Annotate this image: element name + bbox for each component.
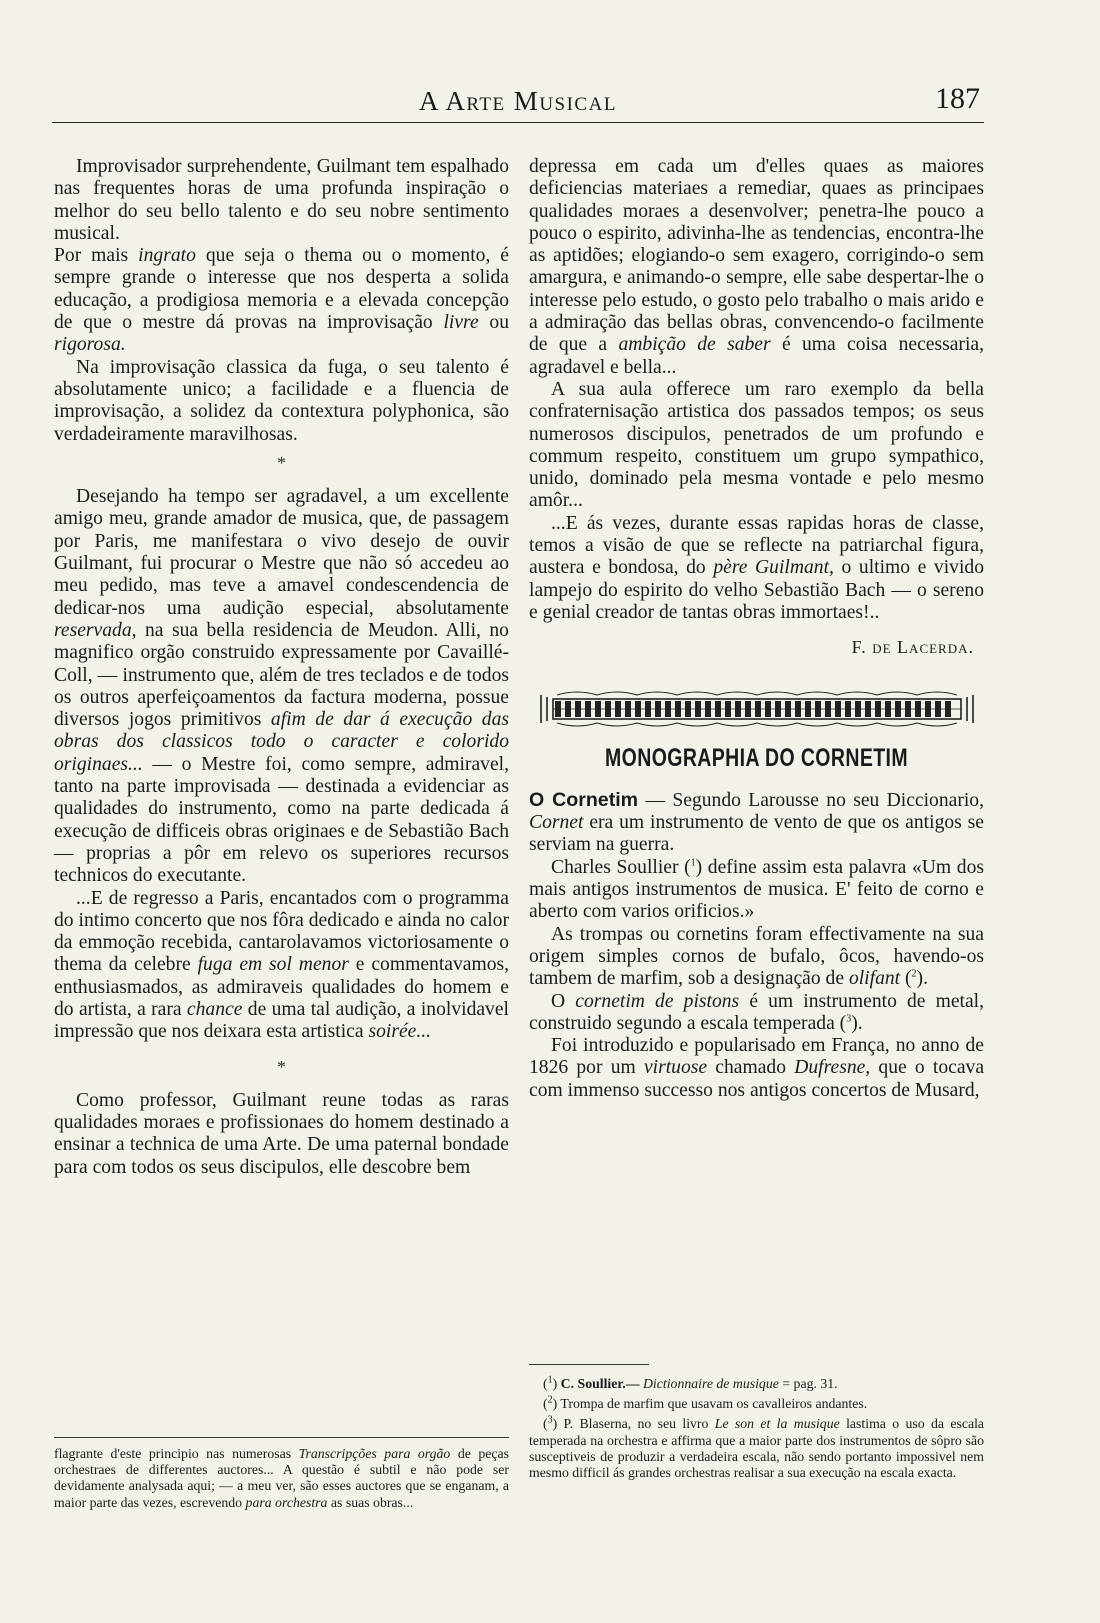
- journal-title: A Arte Musical: [419, 86, 617, 116]
- run-in-heading: O Cornetim: [529, 788, 639, 811]
- paragraph: Desejando ha tempo ser agradavel, a um excellente amigo meu, grande amador de musica, que, de passagem por Paris, me manifestara o vivo desejo de ouvir Guilmant, fui procurar o Mestre que não só accedeu ao meu pedido, mas teve a amavel condescendencia de dedicar-nos uma audição especial, absolutamente reservada, na sua bella residencia de Meudon. Alli, no magnifico orgão construido expressamente por Cavaillé-Coll, — instrumento que, além de tres teclados e de todos os outros aperfeiçoamentos da factura moderna, possue diversos jogos primitivos afim de dar á execução das obras dos classicos todo o caracter e colorido originaes... — o Mestre foi, como sempre, admiravel, tanto na parte improvisada — destinada a evidenciar as qualidades do instrumento, como na parte dedicada á execução de difficeis obras originaes e de Sebastião Bach — proprias a pôr em relevo os superiores recursos technicos do executante.: [54, 486, 509, 887]
- left-column: [54, 156, 509, 1179]
- paragraph: O Cornetim — Segundo Larousse no seu Diccionario, Cornet era um instrumento de vento de que os antigos se serviam na guerra.: [529, 788, 985, 856]
- asterism: *: [277, 1056, 286, 1077]
- paragraph: As trompas ou cornetins foram effectivamente na sua origem simples cornos de bufalo, ôcos, havendo-os tambem de marfim, sob a designação de olifant ($^2$).: [529, 923, 984, 990]
- paragraph: ...E ás vezes, durante essas rapidas horas de classe, temos a visão de que se reflecte na patriarchal figura, austera e bondosa, do père Guilmant, o ultimo e vivido lampejo do espirito do velho Sebastião Bach — o sereno e genial creador de tantas obras immortaes!..: [529, 512, 984, 623]
- paragraph: ...E de regresso a Paris, encantados com o programma do intimo concerto que nos fôra dedicado e ainda no calor da emmoção recebida, cantarolavamos victoriosamente o thema da celebre fuga em sol menor e commentavamos, enthusiasmados, as admiraveis qualidades do homem e do artista, a rara chance de uma tal audição, a inolvidavel impressão que nos deixara esta artistica soirée...: [54, 887, 510, 1043]
- paragraph: Charles Soullier ($^1$) define assim esta palavra «Um dos mais antigos instrumentos de musica. E' feito de corno e aberto com varios orificios.»: [529, 856, 984, 923]
- paragraph: A sua aula offerece um raro exemplo da bella confraternisação artistica dos passados tempos; os seus numerosos discipulos, penetrados de um profundo e commum respeito, constituem um grupo sympathico, unido, dominado pela mesma vontade e pelo mesmo amôr...: [529, 378, 984, 512]
- right-footnotes: [529, 1376, 984, 1485]
- paragraph: O cornetim de pistons é um instrumento de metal, construido segundo a escala temperada ($^3$).: [529, 990, 985, 1034]
- footnote-rule: [54, 1437, 509, 1438]
- running-header: [52, 82, 984, 122]
- section-title: MONOGRAPHIA DO CORNETIM: [605, 743, 908, 772]
- paragraph: Foi introduzido e popularisado em França, no anno de 1826 por um virtuose chamado Dufresne, que o tocava com immenso successo nos antigos concertos de Musard,: [529, 1035, 985, 1101]
- paragraph: Por mais ingrato que seja o thema ou o momento, é sempre grande o interesse que nos desperta a solida educação, a prodigiosa memoria e a elevada concepção de que o mestre dá provas na improvisação livre ou rigorosa.: [54, 245, 510, 356]
- footnote-ref: 2: [911, 968, 917, 980]
- footnote: ($^1$) C. Soullier.— Dictionnaire de musique = pag. 31.: [543, 1374, 838, 1391]
- paragraph: Na improvisação classica da fuga, o seu talento é absolutamente unico; a facilidade e a fluencia de improvisação, a solidez da contextura polyphonica, são verdadeiramente maravilhosas.: [54, 356, 509, 445]
- paragraph: depressa em cada um d'elles quaes as maiores deficiencias materiaes a remediar, quaes as principaes qualidades moraes a desenvolver; penetra-lhe pouco a pouco o espirito, adivinha-lhe as tendencias, encontra-lhe as aptidões; elogiando-o sem exagero, corrigindo-o sem amargura, e animando-o sempre, elle sabe despertar-lhe o interesse pelo estudo, o gosto pelo trabalho o mais arido e a admiração das bellas obras, convencendo-o facilmente de que a ambição de saber é uma coisa necessaria, agradavel e bella...: [529, 156, 984, 378]
- right-column: [529, 156, 984, 1102]
- left-footnote: [54, 1446, 509, 1515]
- footnote-ref: 3: [846, 1013, 852, 1025]
- page-number: 187: [935, 82, 980, 115]
- paragraph: Como professor, Guilmant reune todas as raras qualidades moraes e profissionaes do homem destinado a ensinar a technica de uma Arte. De uma paternal bondade para com todos os seus discipulos, elle descobre bem: [54, 1089, 509, 1178]
- asterism: *: [277, 452, 286, 473]
- ornamental-border-icon: [537, 689, 977, 729]
- footnote-ref: 1: [690, 857, 696, 869]
- footnote: flagrante d'este principio nas numerosas Transcripções para orgão de peças orchestraes de differentes auctores... A questão é subtil e não pode ser devidamente analysada aqui; — a meu ver, são esses auctores que se enganam, a maior parte das vezes, escrevendo para orchestra as suas obras...: [54, 1446, 510, 1510]
- footnote: ($^3$) P. Blaserna, no seu livro Le son et la musique lastima o uso da escala temperada na orchestra e affirma que a maior parte dos instrumentos de sôpro são susceptiveis de produzir a verdadeira escala, não sendo portanto impossivel nem mesmo difficil ás grandes orchestras realisar a sua execução na escala exacta.: [529, 1414, 985, 1481]
- author-signature: F. de Lacerda.: [851, 637, 974, 658]
- footnote-rule: [529, 1364, 649, 1365]
- header-rule: [52, 122, 984, 123]
- paragraph: Improvisador surprehendente, Guilmant tem espalhado nas frequentes horas de uma profunda inspiração o melhor do seu bello talento e do seu nobre sentimento musical.: [54, 156, 509, 244]
- footnote: ($^2$) Trompa de marfim que usavam os cavalleiros andantes.: [543, 1394, 868, 1412]
